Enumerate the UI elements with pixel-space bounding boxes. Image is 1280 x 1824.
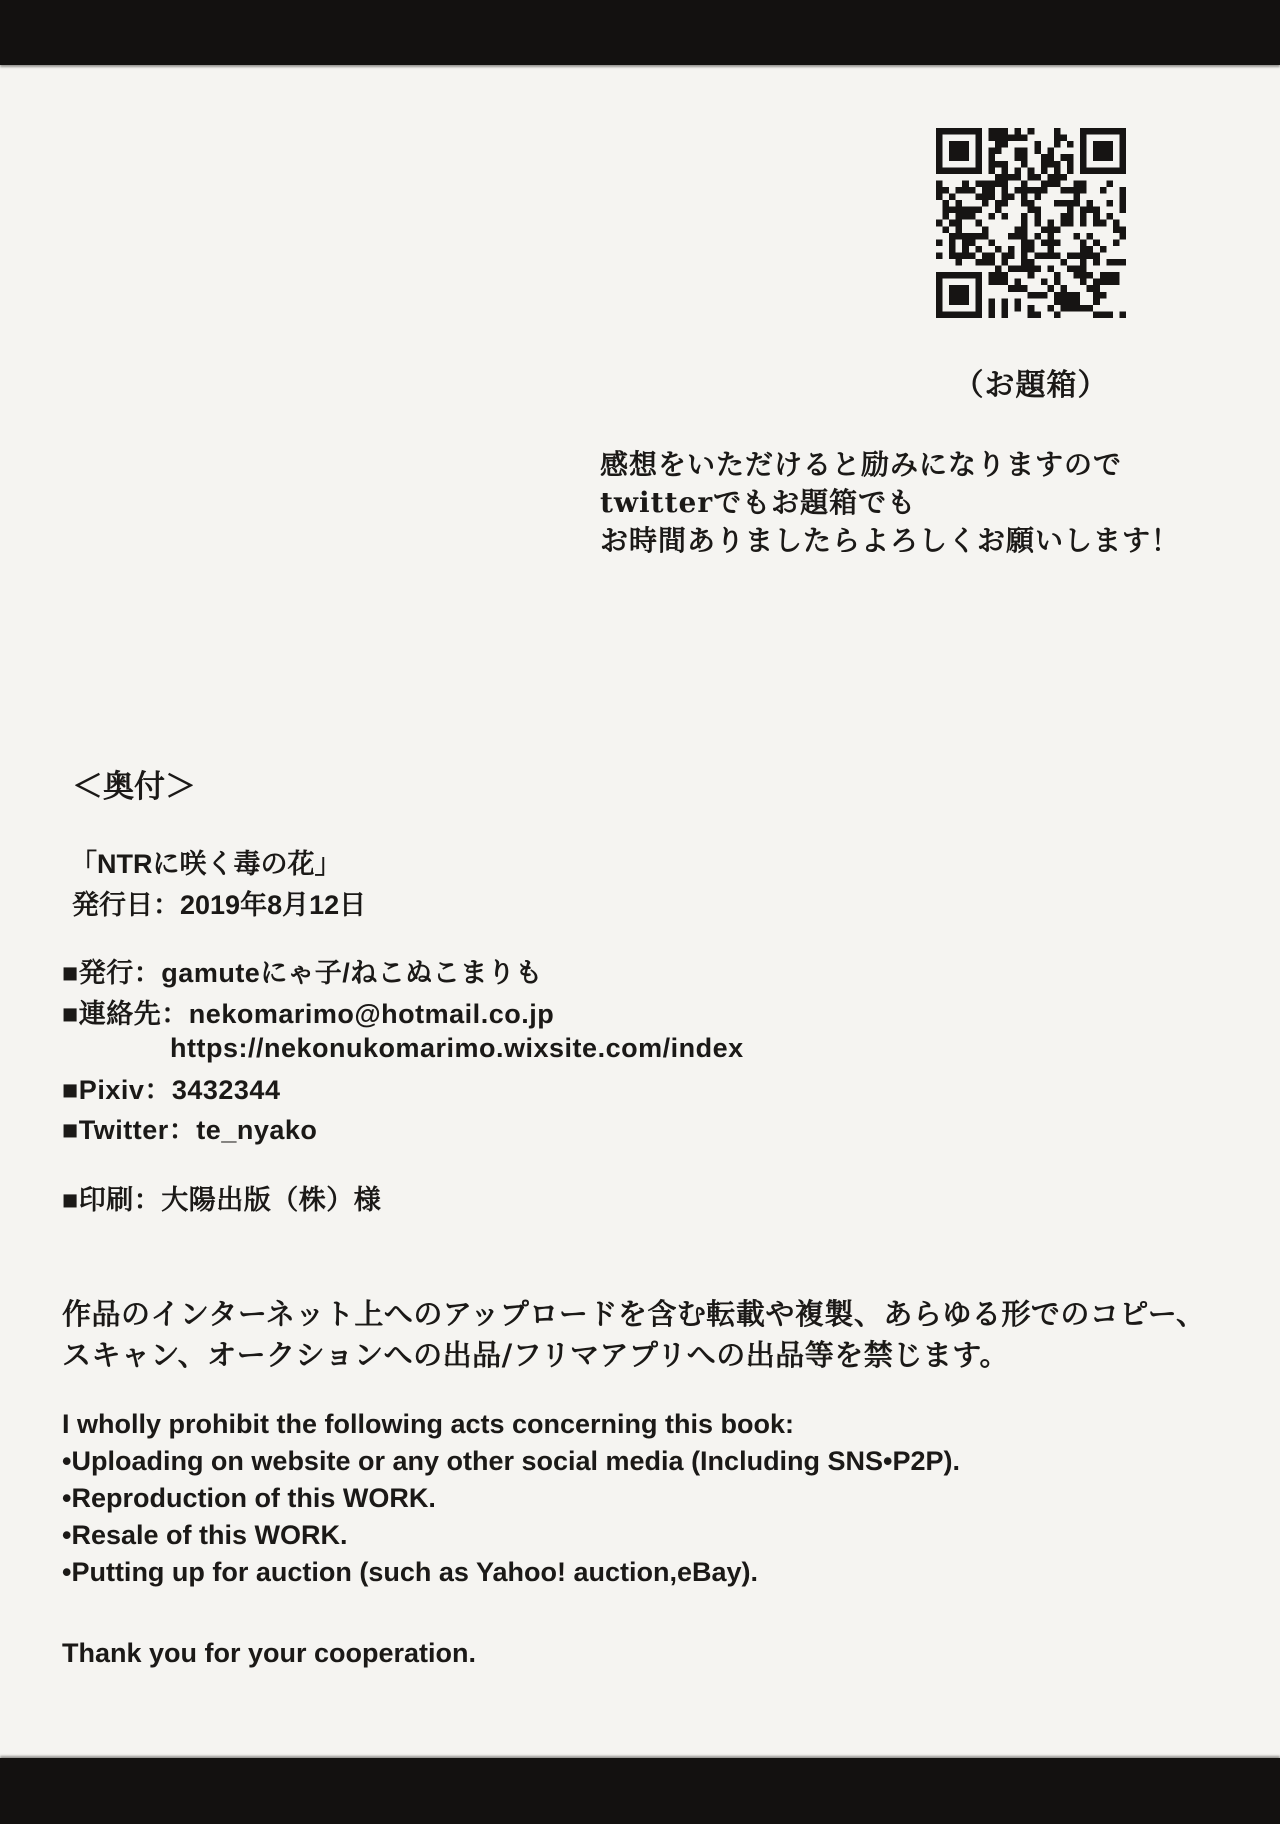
qr-code: [935, 128, 1127, 318]
prohibition-en-line: I wholly prohibit the following acts concerning this book:: [62, 1409, 795, 1439]
feedback-message-line: twitterでもお題箱でも: [600, 486, 917, 519]
prohibition-notice-en: [62, 1406, 960, 1591]
scan-border-top: [0, 0, 1280, 65]
printer-line: ■印刷：大陽出版（株）様: [62, 1185, 382, 1215]
colophon-heading: ＜奥付＞: [72, 769, 196, 804]
prohibition-jp-line: 作品のインターネット上へのアップロードを含む転載や複製、あらゆる形でのコピー、: [62, 1297, 1206, 1331]
thanks-line: Thank you for your cooperation.: [62, 1638, 477, 1668]
prohibition-notice-jp: [62, 1294, 1206, 1376]
website-url: https://nekonukomarimo.wixsite.com/index: [170, 1033, 744, 1063]
qr-caption: （お題箱）: [953, 369, 1109, 402]
pixiv-id-line: ■Pixiv：3432344: [62, 1075, 281, 1105]
prohibition-en-line: •Uploading on website or any other social media (Including SNS•P2P).: [62, 1446, 961, 1476]
prohibition-en-line: •Resale of this WORK.: [62, 1520, 348, 1550]
publisher-line: ■発行：gamuteにゃ子/ねこぬこまりも: [62, 958, 543, 988]
contact-email-line: ■連絡先：nekomarimo@hotmail.co.jp: [62, 999, 555, 1029]
book-title: 「NTRに咲く毒の花」: [70, 849, 342, 879]
prohibition-en-line: •Putting up for auction (such as Yahoo! auction,eBay).: [62, 1557, 759, 1587]
feedback-message: [600, 446, 1180, 560]
feedback-message-line: お時間ありましたらよろしくお願いします！: [600, 524, 1181, 557]
scan-border-bottom: [0, 1758, 1280, 1824]
prohibition-jp-line: スキャン、オークションへの出品/フリマアプリへの出品等を禁じます。: [62, 1338, 1009, 1372]
prohibition-en-line: •Reproduction of this WORK.: [62, 1483, 436, 1513]
issue-date: 発行日：2019年8月12日: [72, 890, 367, 920]
twitter-handle-line: ■Twitter：te_nyako: [62, 1115, 318, 1145]
feedback-message-line: 感想をいただけると励みになりますので: [600, 448, 1123, 481]
